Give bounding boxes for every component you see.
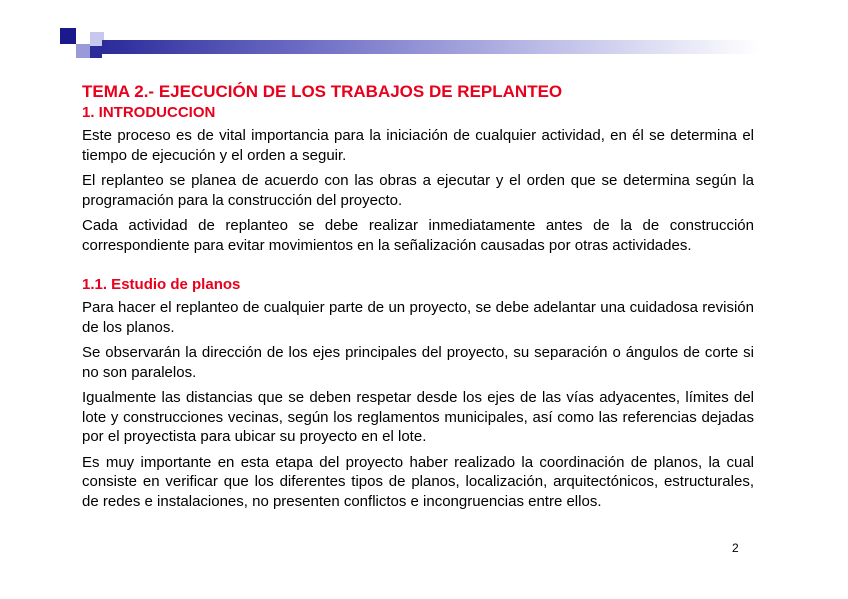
- paragraph: Es muy importante en esta etapa del proyecto haber realizado la coordinación de planos, la cual consiste en verificar que los diferentes tipos de planos, localización, arquitectónicos, estructurales, de redes e instalaciones, no presenten conflictos e incongruencias entre ellos.: [82, 453, 754, 510]
- section-heading-estudio-de-planos: 1.1. Estudio de planos: [82, 276, 241, 293]
- paragraph: Se observarán la dirección de los ejes principales del proyecto, su separación o ángulos de corte si no son paralelos.: [82, 344, 754, 381]
- paragraph: Para hacer el replanteo de cualquier parte de un proyecto, se debe adelantar una cuidadosa revisión de los planos.: [82, 299, 754, 336]
- page-number: 2: [732, 541, 739, 555]
- paragraph: El replanteo se planea de acuerdo con las obras a ejecutar y el orden que se determina según la programación para la construcción del proyecto.: [82, 172, 754, 209]
- header-square-light: [76, 44, 90, 58]
- section-heading-introduccion: 1. INTRODUCCION: [82, 104, 216, 121]
- paragraph: Este proceso es de vital importancia para la iniciación de cualquier actividad, en él se determina el tiempo de ejecución y el orden a seguir.: [82, 127, 754, 164]
- header-gradient-bar: [102, 40, 760, 54]
- header-square-dark: [60, 28, 76, 44]
- slide-header-decoration: [60, 28, 760, 58]
- slide-content: [82, 81, 754, 517]
- paragraph: Igualmente las distancias que se deben respetar desde los ejes de las vías adyacentes, límites del lote y construcciones vecinas, según los reglamentos municipales, así como las referencias dejadas por el proyectista para ubicar su proyecto en el lote.: [82, 389, 754, 445]
- paragraph: Cada actividad de replanteo se debe realizar inmediatamente antes de la de construcción correspondiente para evitar movimientos en la señalización causadas por otras actividades.: [82, 217, 754, 254]
- page-title: TEMA 2.- EJECUCIÓN DE LOS TRABAJOS DE REPLANTEO: [82, 82, 563, 101]
- header-square-medium: [90, 46, 102, 58]
